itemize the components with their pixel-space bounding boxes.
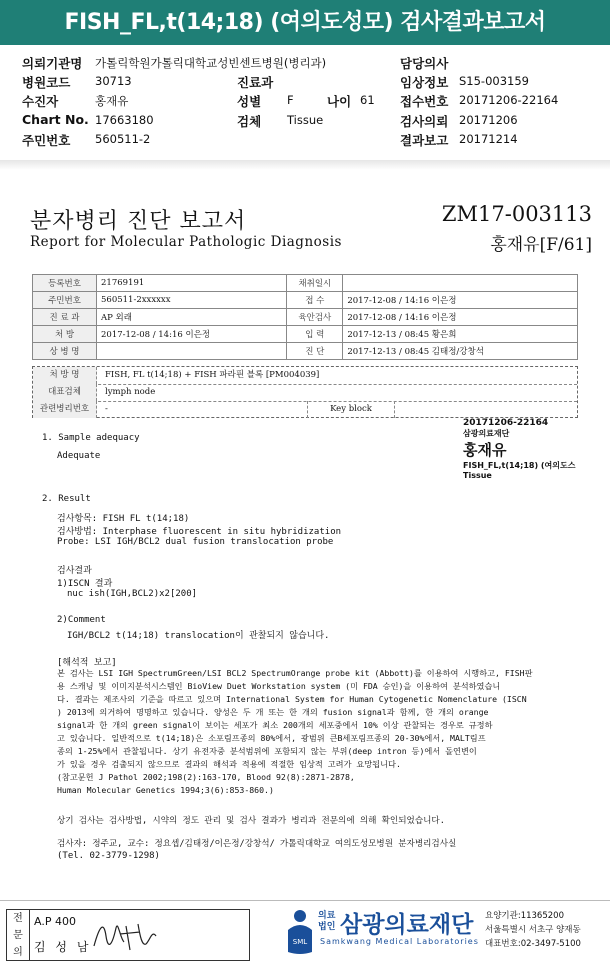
meta-label: 주민번호 xyxy=(22,133,71,148)
order-value: FISH, FL t(14;18) + FISH 파라핀 블록 [PM004039] xyxy=(105,370,320,380)
stamp-accession: 20171206-22164 xyxy=(463,418,549,428)
table-cell: 21769191 xyxy=(97,275,287,292)
specimen-label: 대표검체 xyxy=(33,384,97,401)
table-key: 진 단 xyxy=(287,343,343,360)
body-line: 상기 검사는 검사방법, 시약의 정도 관리 및 검사 결과가 병리과 전문의에 의해 확인되었습니다. xyxy=(57,816,445,826)
table-key: 채취일시 xyxy=(287,275,343,292)
order-box xyxy=(32,366,578,418)
related-label: 관련병리번호 xyxy=(33,401,97,418)
org-contact: 요양기관:11365200 서울특별시 서초구 양재동 대표번호:02-3497-5100 xyxy=(485,911,581,949)
license-number: A.P 400 xyxy=(34,915,76,928)
meta-label: 임상정보 xyxy=(400,75,449,90)
table-row xyxy=(33,326,578,343)
body-line: nuc ish(IGH,BCL2)x2[200] xyxy=(67,589,198,599)
table-cell: 560511-2xxxxxx xyxy=(97,292,287,309)
body-line: 검사항목: FISH FL t(14;18) xyxy=(57,514,190,524)
body-line: Adequate xyxy=(57,451,101,461)
meta-label: 결과보고 xyxy=(400,133,449,148)
logo-legal-label: 의료 법인 xyxy=(318,911,336,932)
body-line: (참고문헌 J Pathol 2002;198(2):163-170, Blood 92(8):2871-2878, xyxy=(57,772,355,782)
body-line: (Tel. 02-3779-1298) xyxy=(57,851,160,861)
logo-org-name: 삼광의료재단 xyxy=(340,912,474,938)
report-title: FISH_FL,t(14;18) (여의도성모) 검사결과보고서 xyxy=(0,0,610,45)
meta-value: F xyxy=(287,93,294,107)
table-cell: AP 외래 xyxy=(97,309,287,326)
body-line: Human Molecular Genetics 1994;3(6):853-860.) xyxy=(57,785,274,795)
report-patient: 홍재유[F/61] xyxy=(490,235,592,255)
body-line: signal과 한 개의 green signal이 보이는 세포가 최소 200개의 세포중에서 10% 이상 관찰되는 경우로 규정하 xyxy=(57,720,493,730)
body-line: Probe: LSI IGH/BCL2 dual fusion translocation probe xyxy=(57,537,334,547)
svg-text:SML: SML xyxy=(292,938,308,946)
stamp-specimen: Tissue xyxy=(463,471,492,480)
meta-label: 검사의뢰 xyxy=(400,114,449,129)
body-line: 고 있습니다. 일반적으로 t(14;18)은 소포림프종의 80%에서, 광범위 큰B세포림프종의 20-30%에서, MALT림프 xyxy=(57,733,486,743)
stamp-name: 홍재유 xyxy=(463,441,507,459)
scanned-report xyxy=(0,170,610,900)
meta-label: Chart No. xyxy=(22,112,89,127)
meta-label: 병원코드 xyxy=(22,75,71,90)
body-line: 종의 1-25%에서 관찰됩니다. 상기 유전자중 분석범위에 포함되지 않는 부위(deep intron 등)에서 돌연변이 xyxy=(57,746,477,756)
table-row xyxy=(33,309,578,326)
meta-label: 검체 xyxy=(237,114,262,129)
meta-value: 61 xyxy=(360,93,375,107)
meta-value: 560511-2 xyxy=(95,132,151,146)
table-cell: 2017-12-08 / 14:16 이은정 xyxy=(343,309,578,326)
related-value: - xyxy=(105,404,108,414)
table-row xyxy=(33,343,578,360)
body-line: 검사방법: Interphase fluorescent in situ hybridization xyxy=(57,527,342,537)
meta-label: 진료과 xyxy=(237,75,274,90)
report-number: ZM17-003113 xyxy=(441,202,592,226)
table-key: 상 병 명 xyxy=(33,343,97,360)
table-key: 진 료 과 xyxy=(33,309,97,326)
body-line: 2)Comment xyxy=(57,615,106,625)
body-line: 본 검사는 LSI IGH SpectrumGreen/LSI BCL2 SpectrumOrange probe kit (Abbott)를 이용하여 시행하고, FISH판 xyxy=(57,668,533,678)
body-line: [해석적 보고] xyxy=(57,658,117,668)
table-key: 처 방 xyxy=(33,326,97,343)
table-row xyxy=(33,292,578,309)
report-title-en: Report for Molecular Pathologic Diagnosis xyxy=(30,234,342,250)
meta-label: 의뢰기관명 xyxy=(22,56,83,71)
meta-value: 30713 xyxy=(95,74,132,88)
meta-value: 20171206-22164 xyxy=(459,93,559,107)
specimen-value: lymph node xyxy=(105,387,156,397)
meta-value: 가톨릭학원가톨릭대학교성빈센트병원(병리과) xyxy=(95,56,327,70)
meta-value: Tissue xyxy=(287,113,324,127)
meta-value: 20171214 xyxy=(459,132,518,146)
related-row xyxy=(33,401,577,418)
body-line: ) 2013에 의거하여 명명하고 있습니다. 양성은 두 개 또는 한 개의 fusion signal과 함께, 한 개의 orange xyxy=(57,707,489,717)
meta-value: 홍재유 xyxy=(95,94,129,108)
patient-meta xyxy=(0,48,610,158)
meta-value: 17663180 xyxy=(95,113,154,127)
table-key: 등록번호 xyxy=(33,275,97,292)
table-cell: 2017-12-13 / 08:45 김태정/강창석 xyxy=(343,343,578,360)
body-line: 다. 결과는 제조사의 기준을 따르고 있으며 International System for Human Cytogenetic Nomenclature (ISCN xyxy=(57,694,527,704)
signature-box xyxy=(30,909,250,961)
scan-edge xyxy=(0,160,610,170)
stamp-org: 삼광의료재단 xyxy=(463,429,510,438)
meta-label: 나이 xyxy=(327,94,352,109)
logo-org-name-en: Samkwang Medical Laboratories xyxy=(320,937,479,946)
specialist-label: 전 문 의 xyxy=(6,909,30,961)
info-table xyxy=(32,274,578,360)
table-key: 육안검사 xyxy=(287,309,343,326)
meta-value: S15-003159 xyxy=(459,74,529,88)
meta-label: 접수번호 xyxy=(400,94,449,109)
meta-label: 수진자 xyxy=(22,94,59,109)
body-line: 가 있을 경우 검출되지 않으므로 결과의 해석과 적용에 적절한 임상적 고려가 요망됩니다. xyxy=(57,759,401,769)
table-cell xyxy=(343,275,578,292)
footer xyxy=(0,900,610,970)
table-cell: 2017-12-13 / 08:45 황은희 xyxy=(343,326,578,343)
table-key: 입 력 xyxy=(287,326,343,343)
section-heading: 1. Sample adequacy xyxy=(42,433,140,443)
table-cell: 2017-12-08 / 14:16 이은정 xyxy=(343,292,578,309)
signature-icon xyxy=(90,916,170,956)
meta-value: 20171206 xyxy=(459,113,518,127)
body-line: 검사결과 xyxy=(57,566,92,576)
body-line: 검사자: 정주교, 교수: 정요셉/김태정/이은정/강창석/ 가톨릭대학교 여의도성모병원 분자병리검사실 xyxy=(57,839,457,849)
sml-logo-icon xyxy=(285,908,315,956)
sample-stamp xyxy=(463,418,603,480)
stamp-test: FISH_FL,t(14;18) (여의도스 xyxy=(463,461,576,470)
order-row xyxy=(33,367,577,384)
meta-label: 담당의사 xyxy=(400,56,449,71)
body-line: IGH/BCL2 t(14;18) translocation이 관찰되지 않습니다. xyxy=(67,631,330,641)
key-block: Key block xyxy=(307,401,395,418)
order-label: 처 방 명 xyxy=(33,367,97,384)
body-line: 1)ISCN 결과 xyxy=(57,579,113,589)
table-cell: 2017-12-08 / 14:16 이은정 xyxy=(97,326,287,343)
table-key: 접 수 xyxy=(287,292,343,309)
table-row xyxy=(33,275,578,292)
body-line: 용 스캐닝 및 이미지분석시스템인 BioView Duet Workstation system (미 FDA 승인)을 이용하여 분석하였습니 xyxy=(57,681,501,691)
report-title-ko: 분자병리 진단 보고서 xyxy=(30,209,247,234)
specimen-row xyxy=(33,384,577,401)
table-key: 주민번호 xyxy=(33,292,97,309)
section-heading: 2. Result xyxy=(42,494,91,504)
table-cell xyxy=(97,343,287,360)
doctor-name: 김 성 남 xyxy=(34,940,92,954)
meta-label: 성별 xyxy=(237,94,262,109)
